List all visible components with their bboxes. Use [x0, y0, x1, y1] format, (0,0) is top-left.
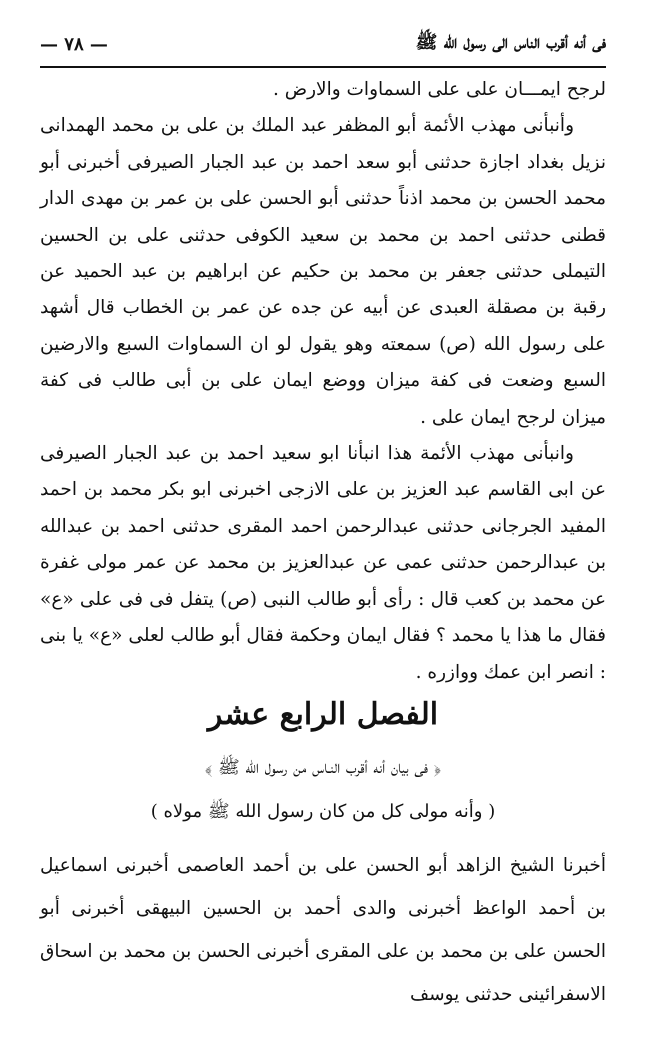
- section-subtitle-1: ﴿ فى بيان أنه أقرب النـاس من رسول الله ﷺ ﴾: [204, 757, 442, 778]
- paragraph-2: وأنبأنى مهذب الأئمة أبو المظفر عبد الملك بن على بن محمد الهمدانى نزيل بغداد اجازة حدثنى أبو سعد احمد بن عبد الجبار الصيرفى أخبرنى أبو محمد الحسن بن محمد اذناً حدثنى أبو الحسن على بن عمر بن مهدى الدار قطنى حدثنى احمد بن محمد بن سعيد الكوفى حدثنى على بن الحسين التيملى حدثنى جعفر بن محمد بن حكيم عن ابراهيم بن عبد الحميد عن رقبة بن مصقلة العبدى عن أبيه عن جده عن عمر بن الخطاب قال أشهد على رسول الله (ص) سمعته وهو يقول لو ان السماوات السبع والارضين السبع وضعت فى كفة ميزان ووضع ايمان على بن أبى طالب فى كفة ميزان لرجح ايمان على .: [40, 115, 606, 428]
- section-text: [40, 844, 606, 1016]
- page-header: [40, 24, 606, 64]
- running-title: فى أنه أقرب الناس الى رسول الله ﷺ: [415, 32, 606, 53]
- paragraph-1: لرجح ايمـــان على على السماوات والارض .: [272, 79, 606, 100]
- page-number: — ٧٨ —: [40, 33, 108, 55]
- header-rule: [40, 66, 606, 68]
- paragraph-4: أخبرنا الشيخ الزاهد أبو الحسن على بن أحمد العاصمى أخبرنى اسماعيل بن أحمد الواعظ أخبرنى والدى أحمد بن الحسين البيهقى أخبرنى أبو الحسن على بن محمد بن على المقرى أخبرنى الحسن بن محمد بن اسحاق الاسفرائينى حدثنى يوسف: [40, 855, 606, 1005]
- main-text: [40, 72, 606, 691]
- paragraph-3: وانبأنى مهذب الأئمة هذا انبأنا ابو سعيد احمد بن عبد الجبار الصيرفى عن ابى القاسم عبد العزيز بن على الازجى اخبرنى ابو بكر محمد بن احمد المفيد الجرجانى حدثنى عبدالرحمن احمد المقرى حدثنى احمد بن عبدالله بن عبدالرحمن حدثنى عمى عن عبدالعزيز بن محمد عن عمر مولى غفرة عن محمد بن كعب قال : رأى أبو طالب النبى (ص) يتفل فى فى على «ع» فقال ما هذا يا محمد ؟ فقال ايمان وحكمة فقال أبو طالب لعلى «ع» يا بنى : انصر ابن عمك ووازره .: [40, 443, 606, 683]
- section-heading: الفصل الرابع عشر: [207, 697, 439, 732]
- section-subtitle-2: ( وأنه مولى كل من كان رسول الله ﷺ مولاه ): [150, 801, 496, 822]
